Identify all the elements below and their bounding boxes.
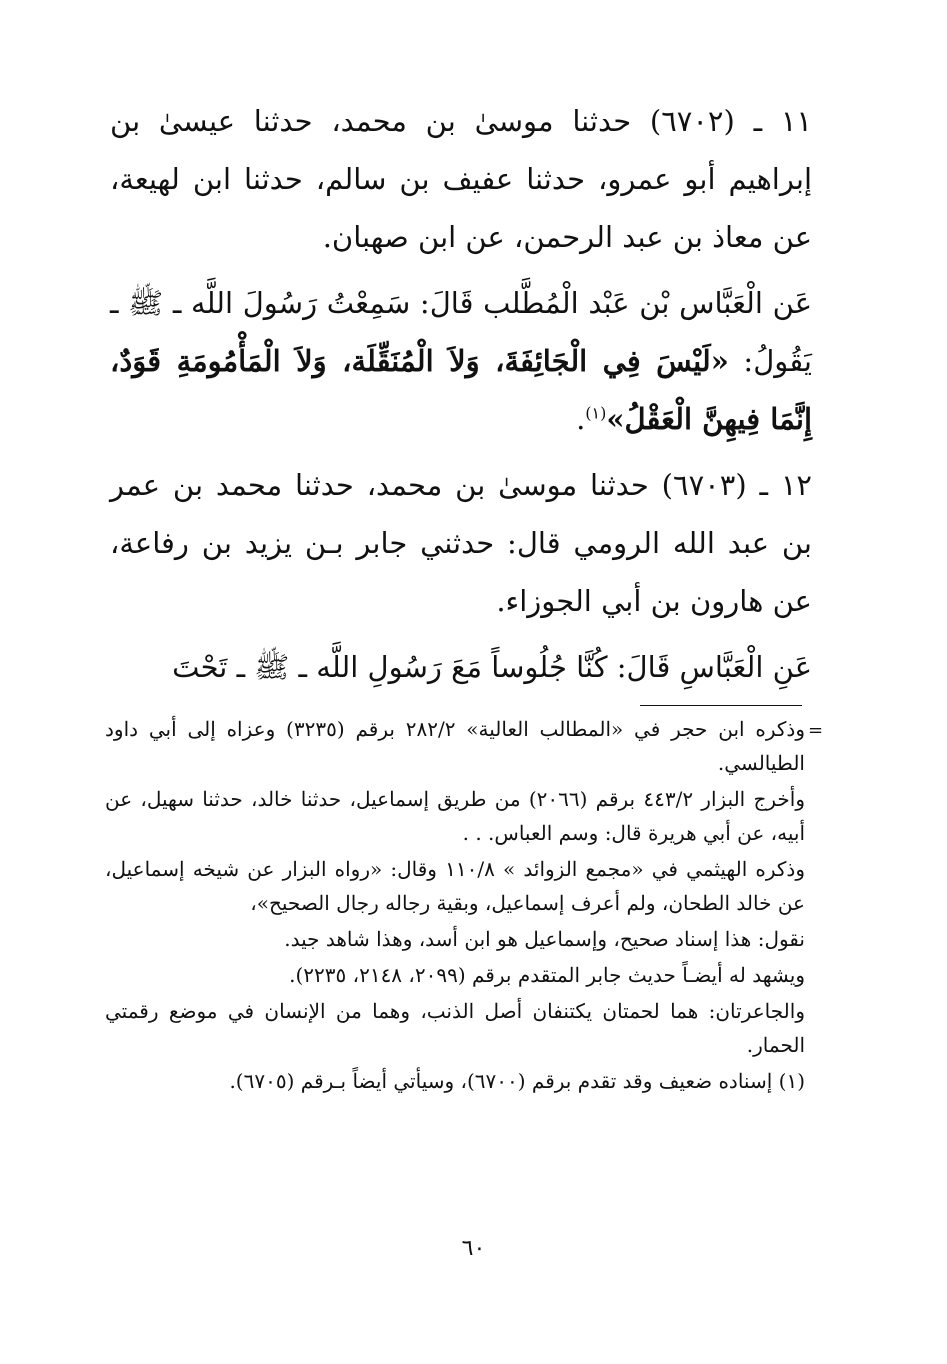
footnote-divider	[640, 705, 802, 706]
hadith-text-11	[110, 274, 812, 448]
hadith-chain-11: ١١ ـ (٦٧٠٢) حدثنا موسىٰ بن محمد، حدثنا عيسىٰ بن إبراهيم أبو عمرو، حدثنا عفيف بن سالم، حدثنا ابن لهيعة، عن معاذ بن عبد الرحمن، عن ابن صهبان.	[110, 104, 812, 254]
continuation-mark: =	[808, 720, 824, 741]
hadith-text-12: عَنِ الْعَبَّاسِ قَالَ: كُنَّا جُلُوساً مَعَ رَسُولِ اللَّه ـ ﷺ ـ تَحْتَ	[172, 650, 812, 684]
footnote-line: والجاعرتان: هما لحمتان يكتنفان أصل الذنب، وهما من الإنسان في موضع رقمتي الحمار.	[105, 999, 805, 1057]
footnote-line: ويشهد له أيضـاً حديث جابر المتقدم برقم (٢٠٩٩، ٢١٤٨، ٢٢٣٥).	[289, 963, 805, 987]
hadith-narration: عَن الْعَبَّاس بْن عَبْد الْمُطَّلب قَالَ: سَمِعْتُ رَسُولَ اللَّه ـ ﷺ ـ يَقُولُ:	[110, 286, 812, 378]
hadith-end-period: .	[576, 402, 586, 436]
footnote-line: نقول: هذا إسناد صحيح، وإسماعيل هو ابن أسد، وهذا شاهد جيد.	[284, 927, 805, 951]
footnote-reference: (١)	[585, 403, 607, 423]
footnote-1: (١) إسناده ضعيف وقد تقدم برقم (٦٧٠٠)، وسيأتي أيضاً بـرقم (٦٧٠٥).	[229, 1069, 805, 1093]
footnote-line: وذكره ابن حجر في «المطالب العالية» ٢٨٢/٢ برقم (٣٢٣٥) وعزاه إلى أبي داود الطيالسي.	[105, 717, 805, 775]
page-number: ٦٠	[461, 1236, 486, 1261]
footnotes-section	[105, 712, 805, 1100]
footnote-line: وذكره الهيثمي في «مجمع الزوائد » ١١٠/٨ وقال: «رواه البزار عن شيخه إسماعيل، عن خالد الطحان، ولم أعرف إسماعيل، وبقية رجاله رجال الصحيح»،	[105, 857, 805, 915]
footnote-line: وأخرج البزار ٤٤٣/٢ برقم (٢٠٦٦) من طريق إسماعيل، حدثنا خالد، حدثنا سهيل، عن أبيه، عن أبي هريرة قال: وسم العباس. . .	[105, 787, 805, 845]
main-text	[110, 92, 812, 704]
hadith-chain-12: ١٢ ـ (٦٧٠٣) حدثنا موسىٰ بن محمد، حدثنا محمد بن عمر بن عبد الله الرومي قال: حدثني جابر بـن يزيد بن رفاعة، عن هارون بن أبي الجوزاء.	[110, 468, 812, 618]
hadith-quote: «لَيْسَ فِي الْجَائِفَةَ، وَلاَ الْمُنَقِّلَة، وَلاَ الْمَأْمُومَةِ قَوَدٌ، إِنَّمَا فِيهِنَّ الْعَقْلُ»	[110, 344, 812, 436]
